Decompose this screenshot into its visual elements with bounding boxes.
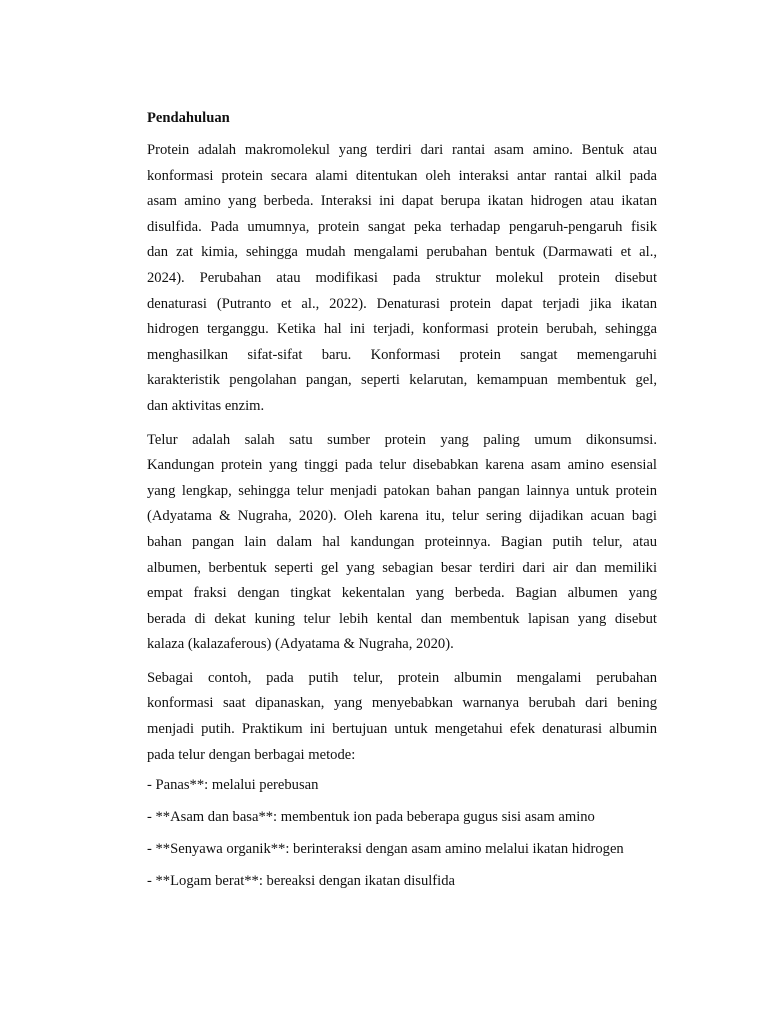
paragraph-line: (Adyatama & Nugraha, 2020). Oleh karena itu, telur sering dijadikan acuan bagi <box>147 508 657 525</box>
document-page <box>147 108 657 904</box>
paragraph-line: dan aktivitas enzim. <box>147 397 265 414</box>
paragraph-line: konformasi protein secara alami ditentukan oleh interaksi antar rantai alkil pada <box>147 167 657 184</box>
paragraph-line: menghasilkan sifat-sifat baru. Konformasi protein sangat memengaruhi <box>147 346 657 363</box>
list-item: - **Asam dan basa**: membentuk ion pada beberapa gugus sisi asam amino <box>147 809 595 826</box>
paragraph-line: disulfida. Pada umumnya, protein sangat peka terhadap pengaruh-pengaruh fisik <box>147 218 657 235</box>
paragraph-2 <box>147 428 657 658</box>
paragraph-line: denaturasi (Putranto et al., 2022). Denaturasi protein dapat terjadi jika ikatan <box>147 295 657 312</box>
paragraph-3 <box>147 666 657 768</box>
paragraph-line: hidrogen terganggu. Ketika hal ini terjadi, konformasi protein berubah, sehingga <box>147 321 657 338</box>
paragraph-line: 2024). Perubahan atau modifikasi pada struktur molekul protein disebut <box>147 269 657 286</box>
paragraph-line: Sebagai contoh, pada putih telur, protein albumin mengalami perubahan <box>147 669 657 686</box>
paragraph-line: Protein adalah makromolekul yang terdiri dari rantai asam amino. Bentuk atau <box>147 142 657 158</box>
section-heading: Pendahuluan <box>147 110 230 126</box>
paragraph-line: albumen, berbentuk seperti gel yang sebagian besar terdiri dari air dan memiliki <box>147 559 657 576</box>
paragraph-line: menjadi putih. Praktikum ini bertujuan untuk mengetahui efek denaturasi albumin <box>147 721 657 738</box>
paragraph-line: pada telur dengan berbagai metode: <box>147 746 356 763</box>
paragraph-line: konformasi saat dipanaskan, yang menyebabkan warnanya berubah dari bening <box>147 695 657 712</box>
paragraph-1 <box>147 138 657 420</box>
paragraph-line: bahan pangan lain dalam hal kandungan proteinnya. Bagian putih telur, atau <box>147 533 657 550</box>
paragraph-line: Telur adalah salah satu sumber protein yang paling umum dikonsumsi. <box>147 431 657 448</box>
paragraph-line: Kandungan protein yang tinggi pada telur disebabkan karena asam amino esensial <box>147 457 657 474</box>
list-item: - **Senyawa organik**: berinteraksi dengan asam amino melalui ikatan hidrogen <box>147 841 624 858</box>
paragraph-line: karakteristik pengolahan pangan, seperti kelarutan, kemampuan membentuk gel, <box>147 372 657 389</box>
paragraph-line: asam amino yang berbeda. Interaksi ini dapat berupa ikatan hidrogen atau ikatan <box>147 193 657 210</box>
list-item: - **Logam berat**: bereaksi dengan ikatan disulfida <box>147 873 455 890</box>
list-item: - Panas**: melalui perebusan <box>147 777 319 794</box>
paragraph-line: dan zat kimia, sehingga mudah mengalami perubahan bentuk (Darmawati et al., <box>147 244 657 261</box>
paragraph-line: kalaza (kalazaferous) (Adyatama & Nugraha, 2020). <box>147 636 454 653</box>
paragraph-line: berada di dekat kuning telur lebih kental dan membentuk lapisan yang disebut <box>147 610 657 627</box>
paragraph-line: empat fraksi dengan tingkat kekentalan yang berbeda. Bagian albumen yang <box>147 585 657 602</box>
paragraph-line: yang lengkap, sehingga telur menjadi patokan bahan pangan lainnya untuk protein <box>147 482 657 499</box>
